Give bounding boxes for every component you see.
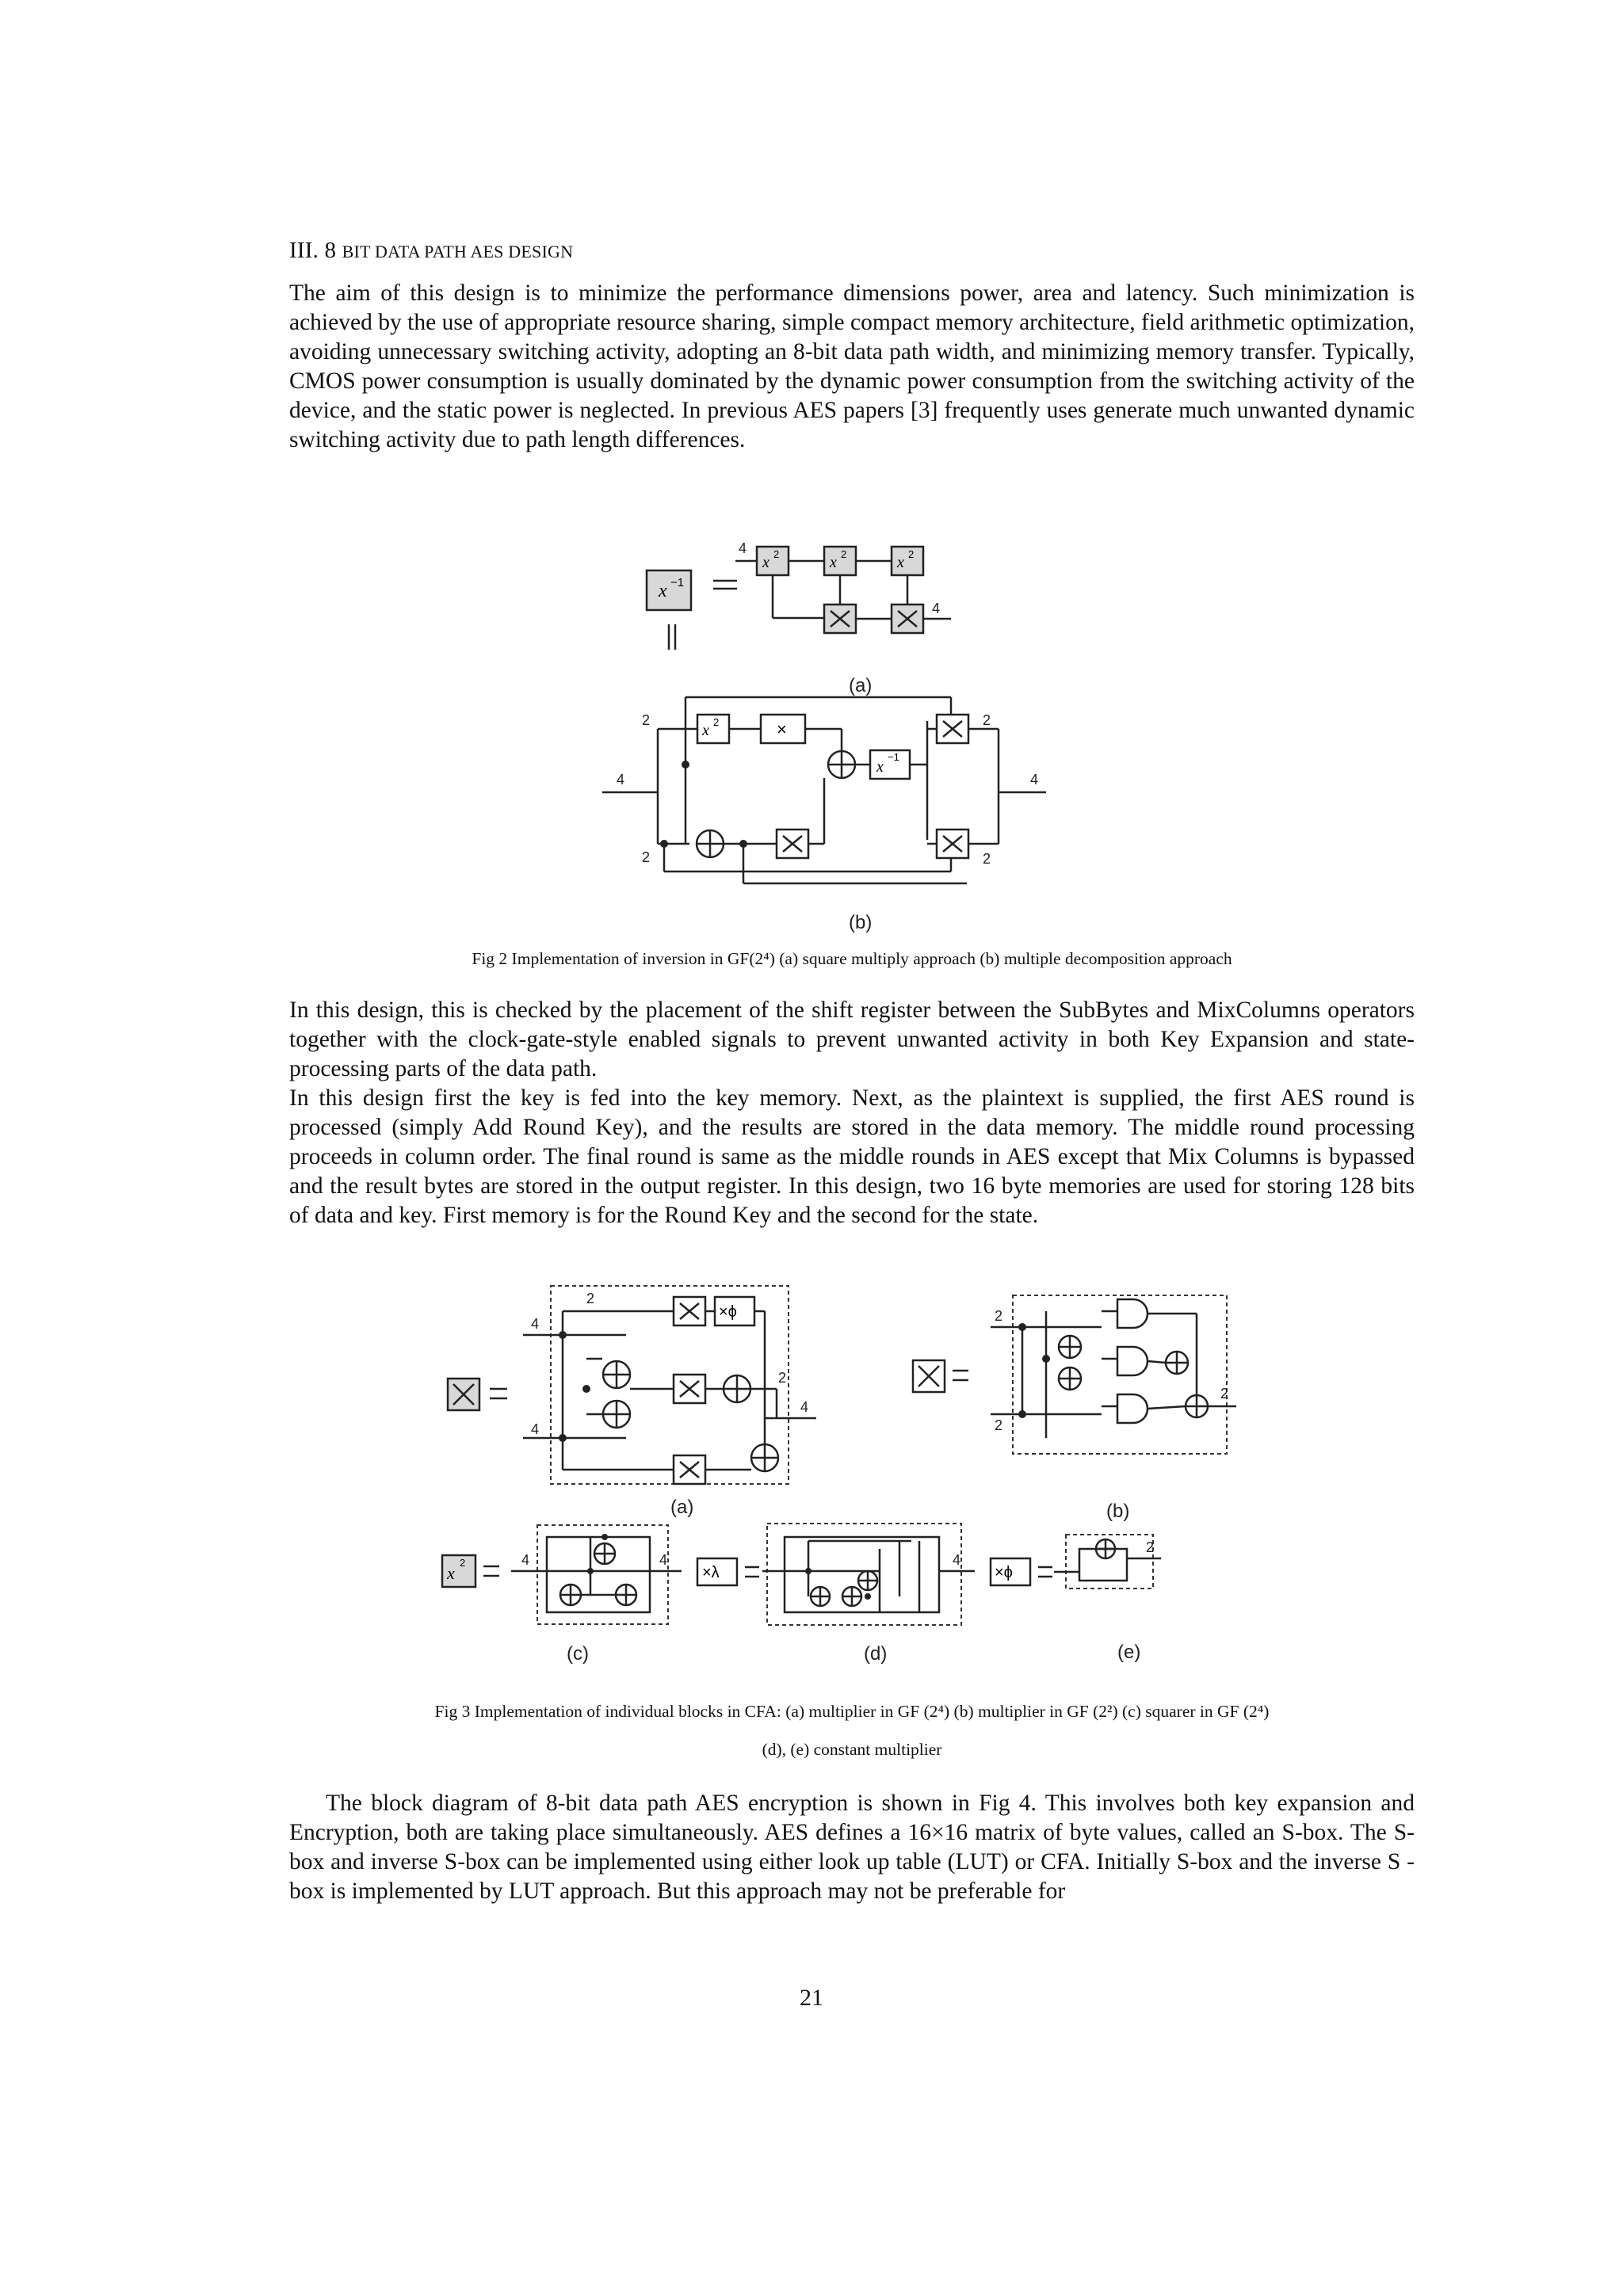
svg-text:2: 2 — [778, 1370, 787, 1386]
figure-3-caption-line2: (d), (e) constant multiplier — [762, 1740, 942, 1759]
fig3b-diagram — [913, 1295, 1236, 1522]
svg-text:4: 4 — [800, 1399, 809, 1415]
fig3c-diagram — [442, 1525, 682, 1665]
fig3d-label: (d) — [864, 1643, 888, 1665]
section-title: BIT DATA PATH AES DESIGN — [342, 242, 574, 261]
svg-text:2: 2 — [642, 712, 651, 728]
svg-text:2: 2 — [460, 1557, 466, 1569]
svg-text:−1: −1 — [670, 576, 685, 589]
svg-text:2: 2 — [1146, 1539, 1155, 1555]
fig3e-diagram — [991, 1535, 1161, 1663]
svg-text:x: x — [830, 554, 837, 571]
fig2a-label: (a) — [849, 675, 873, 696]
fig3b-label: (b) — [1106, 1501, 1130, 1522]
figure-2-caption: Fig 2 Implementation of inversion in GF(2⁴) (a) square multiply approach (b) multiple decomposition approach — [472, 949, 1232, 968]
svg-text:4: 4 — [531, 1421, 540, 1437]
figure-2 — [586, 523, 1078, 935]
svg-text:x: x — [762, 554, 769, 571]
svg-text:×ϕ: ×ϕ — [719, 1303, 737, 1321]
svg-text:x: x — [659, 581, 667, 601]
svg-text:4: 4 — [932, 601, 941, 616]
fig3d-diagram — [697, 1524, 975, 1665]
svg-text:×ϕ: ×ϕ — [995, 1564, 1013, 1581]
svg-text:−1: −1 — [888, 751, 899, 763]
paragraphs-2-3-block — [289, 996, 1415, 1230]
svg-text:4: 4 — [659, 1552, 668, 1568]
svg-text:x: x — [702, 722, 709, 739]
svg-text:2: 2 — [983, 712, 991, 728]
svg-text:2: 2 — [995, 1308, 1003, 1324]
paragraph-4: The block diagram of 8-bit data path AES encryption is shown in Fig 4. This involves both key expansion and Encryption, both are taking place simultaneously. AES defines a 16×16 matrix of byte values, called an S-box. The S-box and inverse S-box can be implemented using either look up table (LUT) or CFA. Initially S-box and the inverse S - box is implemented by LUT approach. But this approach may not be preferable for — [289, 1791, 1415, 1904]
paragraph-4-block — [289, 1789, 1415, 1906]
svg-text:4: 4 — [617, 772, 625, 788]
inverse-block — [647, 570, 691, 610]
svg-text:4: 4 — [953, 1552, 961, 1568]
svg-text:2: 2 — [908, 548, 915, 560]
paragraph-1-block — [289, 279, 1415, 455]
section-heading — [289, 238, 573, 264]
paragraph-1: The aim of this design is to minimize the performance dimensions power, area and latency. Such minimization is achieved by the use of appropriate resource sharing, simple compact memory architecture, field arithmetic optimization, avoiding unnecessary switching activity, adopting an 8-bit data path width, and minimizing memory transfer. Typically, CMOS power consumption is usually dominated by the dynamic power consumption from the switching activity of the device, and the static power is neglected. In previous AES papers [3] frequently uses generate much unwanted dynamic switching activity due to path length differences. — [289, 280, 1415, 452]
paragraph-3: In this design first the key is fed into the key memory. Next, as the plaintext is supplied, the first AES round is processed (simply Add Round Key), and the results are stored in the data memory. The middle round processing proceeds in column order. The final round is same as the middle rounds in AES except that Mix Columns is bypassed and the result bytes are stored in the output register. In this design, two 16 byte memories are used for storing 128 bits of data and key. First memory is for the Round Key and the second for the state. — [289, 1085, 1415, 1228]
fig3a-diagram — [448, 1286, 816, 1518]
svg-text:4: 4 — [1030, 772, 1039, 788]
svg-text:2: 2 — [995, 1417, 1003, 1433]
fig2b-diagram — [602, 697, 1046, 933]
svg-text:4: 4 — [531, 1316, 540, 1332]
section-title-prefix: 8 — [324, 238, 337, 263]
svg-text:4: 4 — [521, 1552, 530, 1568]
svg-text:2: 2 — [1220, 1386, 1229, 1402]
fig3a-label: (a) — [670, 1497, 694, 1518]
fig3c-label: (c) — [567, 1643, 589, 1665]
svg-text:2: 2 — [841, 548, 847, 560]
figure-3 — [436, 1280, 1276, 1691]
fig2a-diagram — [647, 540, 951, 696]
svg-text:2: 2 — [642, 849, 651, 865]
figure-3-caption: Fig 3 Implementation of individual blocks in CFA: (a) multiplier in GF (2⁴) (b) multiplier in GF (2²) (c) squarer in GF (2⁴) — [434, 1702, 1270, 1721]
svg-text:x: x — [897, 554, 904, 571]
svg-text:2: 2 — [713, 716, 720, 728]
svg-text:4: 4 — [739, 540, 747, 556]
svg-text:2: 2 — [773, 548, 780, 560]
fig2b-label: (b) — [849, 912, 873, 933]
svg-text:×λ: ×λ — [702, 1564, 720, 1581]
fig3e-label: (e) — [1117, 1642, 1141, 1663]
svg-text:2: 2 — [983, 851, 991, 867]
svg-text:×: × — [777, 719, 787, 739]
paragraph-2: In this design, this is checked by the placement of the shift register between the SubBytes and MixColumns operators together with the clock-gate-style enabled signals to prevent unwanted activity in both Key Expansion and state-processing parts of the data path. — [289, 997, 1415, 1081]
svg-text:2: 2 — [586, 1291, 595, 1306]
svg-text:x: x — [447, 1563, 455, 1583]
page-number: 21 — [800, 1985, 823, 2011]
svg-text:x: x — [876, 758, 884, 776]
section-number: III. — [289, 238, 319, 263]
